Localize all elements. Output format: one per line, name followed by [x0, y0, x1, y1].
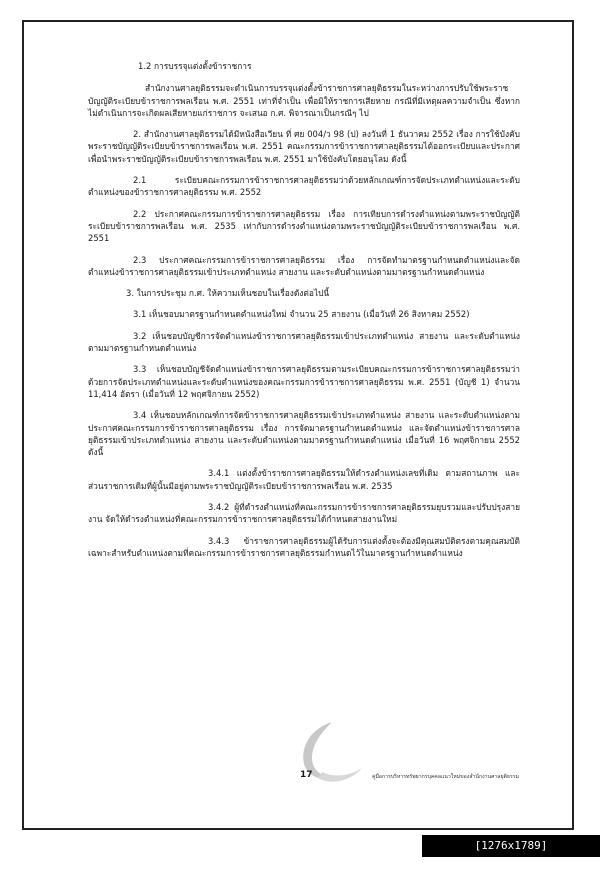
footer-caption: คู่มือการบริหารทรัพยากรบุคคลแนวใหม่ของสำนักงานศาลยุติธรรม	[372, 774, 520, 780]
section-heading: 1.2 การบรรจุแต่งตั้งข้าราชการ	[138, 61, 252, 71]
document-body	[88, 60, 520, 568]
paragraph-3-4-3: 3.4.3 ข้าราชการศาลยุติธรรมผู้ได้รับการแต่งตั้งจะต้องมีคุณสมบัติตรงตามคุณสมบัติเฉพาะสำหรับตำแหน่งตามที่คณะกรรมการข้าราชการศาลยุติธรรมกำหนดไว้ในมาตรฐานกำหนดตำแหน่ง	[88, 535, 520, 558]
paragraph-intro: สำนักงานศาลยุติธรรมจะดำเนินการบรรจุแต่งตั้งข้าราชการศาลยุติธรรมในระหว่างการปรับใช้พระราชบัญญัติระเบียบข้าราชการพลเรือน พ.ศ. 2551 เท่าที่จำเป็น เพื่อมิให้ราชการเสียหาย กรณีที่มีเหตุผลความจำเป็น ซึ่งหากไม่ดำเนินการจะเกิดผลเสียหายแก่ราชการ จะเสนอ ก.ศ. พิจารณาเป็นกรณีๆ ไป	[88, 83, 520, 118]
page-number: 17	[300, 770, 313, 780]
paragraph-3-3: 3.3 เห็นชอบบัญชีจัดตำแหน่งข้าราชการศาลยุติธรรมตามระเบียบคณะกรรมการข้าราชการศาลยุติธรรมว่าด้วยการจัดประเภทตำแหน่งและระดับตำแหน่งของคณะกรรมการข้าราชการศาลยุติธรรม พ.ศ. 2551 (บัญชี 1) จำนวน 11,414 อัตรา (เมื่อวันที่ 12 พฤศจิกายน 2552)	[88, 364, 520, 399]
paragraph-3-2: 3.2 เห็นชอบบัญชีการจัดตำแหน่งข้าราชการศาลยุติธรรมเข้าประเภทตำแหน่ง สายงาน และระดับตำแหน่งตามมาตรฐานกำหนดตำแหน่ง	[88, 330, 520, 354]
paragraph-3-4-2: 3.4.2 ผู้ที่ดำรงตำแหน่งที่คณะกรรมการข้าราชการศาลยุติธรรมยุบรวมและปรับปรุงสายงาน จัดให้ดำรงตำแหน่งที่คณะกรรมการข้าราชการศาลยุติธรรมได้กำหนดสายงานใหม่	[88, 502, 520, 525]
paragraph-3-1: 3.1 เห็นชอบมาตรฐานกำหนดตำแหน่งใหม่ จำนวน 25 สายงาน (เมื่อวันที่ 26 สิงหาคม 2552)	[133, 309, 470, 320]
paragraph-3: 3. ในการประชุม ก.ศ. ให้ความเห็นชอบในเรื่องดังต่อไปนี้	[126, 288, 330, 299]
paragraph-2-1: 2.1 ระเบียบคณะกรรมการข้าราชการศาลยุติธรรมว่าด้วยหลักเกณฑ์การจัดประเภทตำแหน่งและระดับตำแหน่งของข้าราชการศาลยุติธรรม พ.ศ. 2552	[88, 175, 520, 198]
paragraph-3-4-1: 3.4.1 แต่งตั้งข้าราชการศาลยุติธรรมให้ดำรงตำแหน่งเลขที่เดิม ตามสถานภาพ และส่วนราชการเดิมที่ผู้นั้นมีอยู่ตามพระราชบัญญัติระเบียบข้าราชการพลเรือน พ.ศ. 2535	[88, 468, 520, 491]
paragraph-2-2: 2.2 ประกาศคณะกรรมการข้าราชการศาลยุติธรรม เรื่อง การเทียบการดำรงตำแหน่งตามพระราชบัญญัติระเบียบข้าราชการพลเรือน พ.ศ. 2535 เท่ากับการดำรงตำแหน่งตามพระราชบัญญัติระเบียบข้าราชการพลเรือน พ.ศ. 2551	[88, 208, 520, 244]
decorative-swirl-logo	[282, 718, 372, 788]
image-watermark: [1276x1789] https://upic.me/	[422, 835, 600, 857]
paragraph-3-4: 3.4 เห็นชอบหลักเกณฑ์การจัดข้าราชการศาลยุติธรรมเข้าประเภทตำแหน่ง สายงาน และระดับตำแหน่งตามประกาศคณะกรรมการข้าราชการศาลยุติธรรม เรื่อง การจัดมาตรฐานกำหนดตำแหน่ง และจัดตำแหน่งข้าราชการศาลยุติธรรมเข้าประเภทตำแหน่ง สายงาน และระดับตำแหน่งตามมาตรฐานกำหนดตำแหน่ง เมื่อวันที่ 16 พฤศจิกายน 2552 ดังนี้	[88, 410, 520, 458]
paragraph-2: 2. สำนักงานศาลยุติธรรมได้มีหนังสือเวียน ที่ ศย 004/ว 98 (ป) ลงวันที่ 1 ธันวาคม 2552 เรื่อง การใช้บังคับพระราชบัญญัติระเบียบข้าราชการพลเรือน พ.ศ. 2551 คณะกรรมการข้าราชการศาลยุติธรรมได้ออกระเบียบและประกาศ เพื่อนำพระราชบัญญัติระเบียบข้าราชการพลเรือน พ.ศ. 2551 มาใช้บังคับโดยอนุโลม ดังนี้	[88, 129, 520, 164]
paragraph-2-3: 2.3 ประกาศคณะกรรมการข้าราชการศาลยุติธรรม เรื่อง การจัดทำมาตรฐานกำหนดตำแหน่งและจัดตำแหน่งข้าราชการศาลยุติธรรมเข้าประเภทตำแหน่ง สายงาน และระดับตำแหน่งตามมาตรฐานกำหนดตำแหน่ง	[88, 254, 520, 277]
